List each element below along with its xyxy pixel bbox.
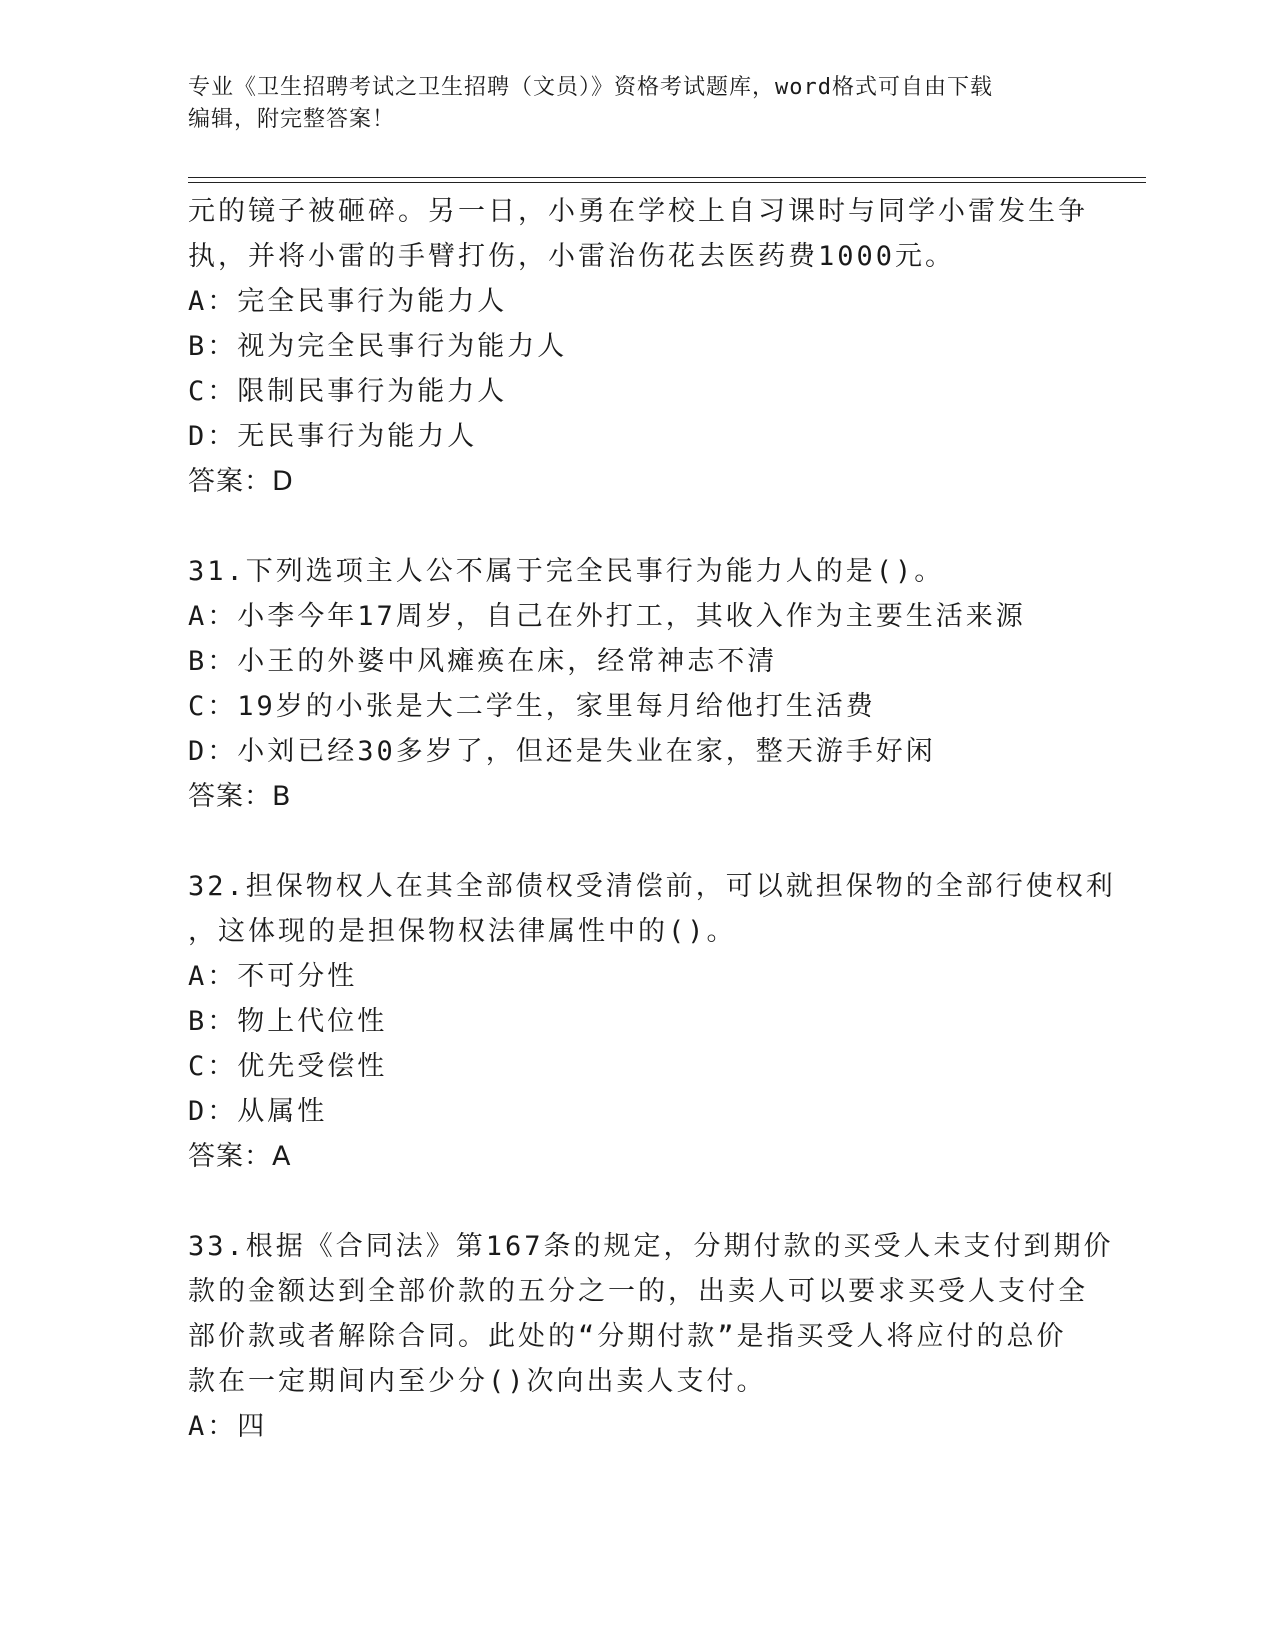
question-32 (188, 864, 1116, 1179)
page-header (188, 72, 1088, 136)
question-text-line: 执，并将小雷的手臂打伤，小雷治伤花去医药费1000元。 (188, 241, 956, 272)
option-c: C：限制民事行为能力人 (188, 376, 508, 407)
question-text-line: 33.根据《合同法》第167条的规定，分期付款的买受人未支付到期价 (188, 1231, 1114, 1262)
spacer (188, 819, 1088, 864)
option-a: A：完全民事行为能力人 (188, 286, 508, 317)
question-text-line: 款的金额达到全部价款的五分之一的，出卖人可以要求买受人支付全 (188, 1276, 1088, 1307)
question-33 (188, 1224, 1114, 1449)
option-c: C：优先受偿性 (188, 1051, 388, 1082)
option-d: D：小刘已经30多岁了，但还是失业在家，整天游手好闲 (188, 736, 936, 767)
option-b: B：小王的外婆中风瘫痪在床，经常神志不清 (188, 646, 778, 677)
question-text-line: 元的镜子被砸碎。另一日，小勇在学校上自习课时与同学小雷发生争 (188, 196, 1088, 227)
question-30 (188, 189, 1088, 504)
question-text-line: 32.担保物权人在其全部债权受清偿前，可以就担保物的全部行使权利 (188, 871, 1116, 902)
option-d: D：无民事行为能力人 (188, 421, 478, 452)
option-a: A：四 (188, 1411, 268, 1442)
option-a: A：不可分性 (188, 961, 358, 992)
header-line-1: 专业《卫生招聘考试之卫生招聘（文员）》资格考试题库，word格式可自由下载 (188, 75, 993, 100)
answer: 答案：A (188, 1141, 292, 1172)
answer: 答案：B (188, 781, 292, 812)
option-c: C：19岁的小张是大二学生，家里每月给他打生活费 (188, 691, 876, 722)
answer: 答案：D (188, 466, 294, 497)
option-b: B：物上代位性 (188, 1006, 388, 1037)
question-text-line: 31.下列选项主人公不属于完全民事行为能力人的是()。 (188, 556, 945, 587)
spacer (188, 1179, 1088, 1224)
question-text-line: 款在一定期间内至少分()次向出卖人支付。 (188, 1366, 767, 1397)
option-d: D：从属性 (188, 1096, 328, 1127)
spacer (188, 504, 1088, 549)
header-rule-bottom (188, 182, 1146, 183)
option-a: A：小李今年17周岁，自己在外打工，其收入作为主要生活来源 (188, 601, 1026, 632)
question-31 (188, 549, 1088, 819)
question-text-line: ，这体现的是担保物权法律属性中的()。 (188, 916, 737, 947)
header-rule-top (188, 177, 1146, 178)
header-line-2: 编辑，附完整答案！ (188, 107, 396, 132)
question-content (188, 189, 1116, 1449)
question-text-line: 部价款或者解除合同。此处的“分期付款”是指买受人将应付的总价 (188, 1321, 1067, 1352)
option-b: B：视为完全民事行为能力人 (188, 331, 568, 362)
